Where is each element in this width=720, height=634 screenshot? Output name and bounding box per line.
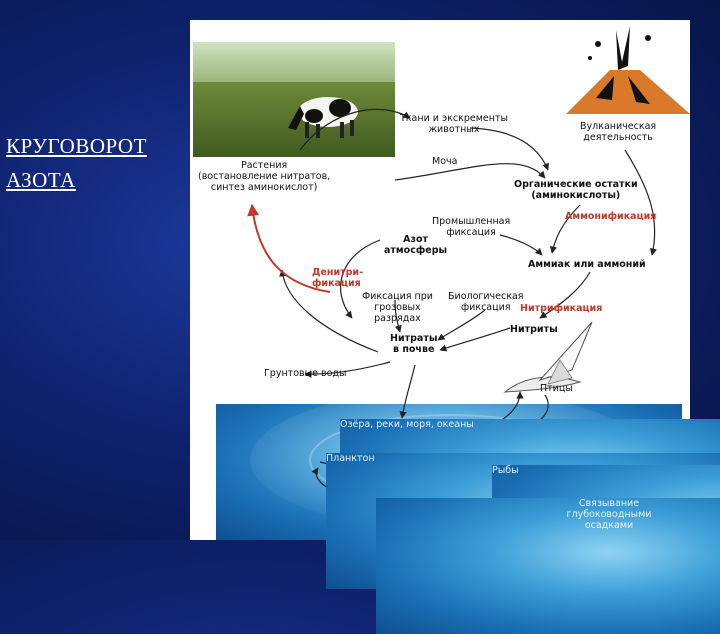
label-organic: Органические остатки (аминокислоты) — [514, 179, 638, 201]
label-sediments: Связывание глубоководными осадками — [376, 498, 720, 634]
label-birds: Птицы — [540, 383, 573, 394]
slide-title-line1: КРУГОВОРОТ — [6, 134, 147, 158]
arrow-urine-to-organic — [395, 164, 545, 180]
cow-field-photo — [193, 42, 395, 157]
label-biological: Биологическая фиксация — [448, 291, 524, 313]
arrow-volcanic-to-ammonia — [625, 150, 655, 255]
arrow-industrial-to-ammonia — [500, 235, 542, 255]
label-plants: Растения (востановление нитратов, синтез аминокислот) — [198, 160, 331, 193]
label-ammonification: Аммонификация — [565, 211, 657, 222]
label-industrial: Промышленная фиксация — [432, 216, 511, 238]
arrow-biological-to-nitrates — [438, 310, 485, 340]
slide-title-line2: АЗОТА — [6, 168, 76, 192]
label-groundwater: Грунтовые воды — [264, 368, 347, 379]
label-nitrites: Нитриты — [510, 324, 558, 335]
label-water-bodies: Озёра, реки, моря, океаны — [340, 419, 720, 555]
label-lightning: Фиксация при грозовых разрядах — [362, 291, 433, 324]
arrow-nitrites-to-nitrates — [440, 328, 510, 350]
label-nitrates: Нитраты в почве — [390, 333, 438, 355]
label-ammonia: Аммиак или аммоний — [528, 259, 646, 270]
label-fish: Рыбы — [492, 465, 720, 601]
label-urine: Моча — [432, 156, 458, 167]
label-volcanic: Вулканическая деятельность — [580, 121, 657, 143]
label-denitrification: Денитри- фикация — [312, 267, 364, 289]
label-nitrification: Нитрификация — [520, 303, 603, 314]
label-plankton: Планктон — [326, 453, 720, 589]
label-atmosphere: Азот атмосферы — [384, 234, 448, 256]
volcano-icon — [566, 26, 690, 114]
label-tissues: Ткани и экскременты животных — [400, 113, 509, 135]
